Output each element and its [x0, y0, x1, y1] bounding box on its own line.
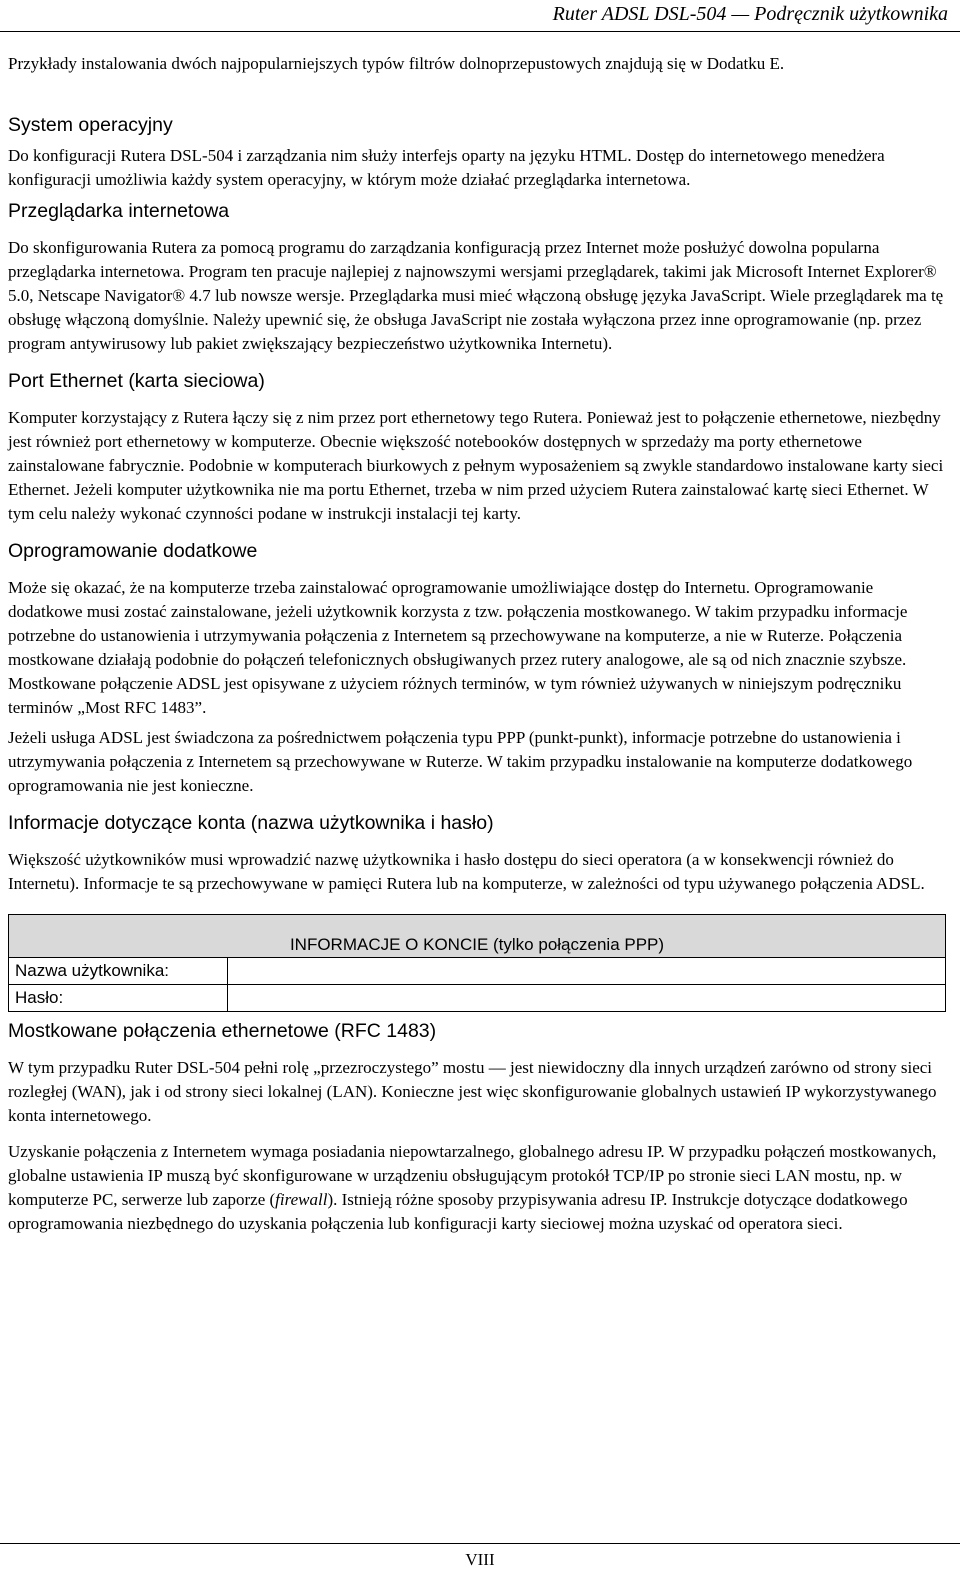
section-title-bridged: Mostkowane połączenia ethernetowe (RFC 1483) — [8, 1020, 437, 1042]
bridged-2-text-b: ). Istnieją różne sposoby przypisywania adresu IP. Instrukcje dotyczące dodatkowego oprogramowania niezbędnego do uzyskania połączenia lub konfiguracji karty sieciowej można uzyskać od operatora sieci. — [8, 1190, 908, 1233]
section-title-browser: Przeglądarka internetowa — [8, 200, 230, 222]
account-info-table — [8, 914, 946, 1012]
section-body-software-2: Jeżeli usługa ADSL jest świadczona za pośrednictwem połączenia typu PPP (punkt-punkt), informacje potrzebne do ustanowienia i utrzymywania połączenia z Internetem są przechowywane w Ruterze. W takim przypadku instalowanie na komputerze dodatkowego oprogramowania nie jest konieczne. — [8, 728, 913, 795]
section-body-account: Większość użytkowników musi wprowadzić nazwę użytkownika i hasło dostępu do sieci operatora (a w konsekwencji również do Internetu). Informacje te są przechowywane w pamięci Rutera lub na komputerze, w zależności od typu używanego połączenia ADSL. — [8, 850, 925, 893]
footer-rule — [0, 1543, 960, 1544]
section-title-software: Oprogramowanie dodatkowe — [8, 540, 258, 562]
bridged-2-text-a: Uzyskanie połączenia z Internetem wymaga posiadania niepowtarzalnego, globalnego adresu IP. W przypadku połączeń mostkowanych, globalne ustawienia IP muszą być skonfigurowane w urządzeniu obsługującym protokół TCP/IP po stronie sieci LAN mostu, np. w komputerze PC, serwerze lub zaporze ( — [8, 1142, 937, 1209]
password-label: Hasło: — [9, 985, 228, 1012]
document-body — [8, 52, 946, 1236]
section-title-account: Informacje dotyczące konta (nazwa użytkownika i hasło) — [8, 812, 494, 834]
running-header: Ruter ADSL DSL-504 — Podręcznik użytkownika — [0, 0, 960, 32]
section-body-ethernet: Komputer korzystający z Rutera łączy się z nim przez port ethernetowy tego Rutera. Ponieważ jest to połączenie ethernetowe, niezbędny jest również port ethernetowy w komputerze. Obecnie większość notebooków dostępnych w sprzedaży ma porty ethernetowe zainstalowane fabrycznie. Podobnie w komputerach biurkowych z pełnym wyposażeniem są zwykle standardowo instalowane karty sieci Ethernet. Jeżeli komputer użytkownika nie ma portu Ethernet, trzeba w nim przed użyciem Rutera zainstalować kartę sieci Ethernet. W tym celu należy wykonać czynności podane w instrukcji instalacji tej karty. — [8, 408, 944, 523]
account-table-title: INFORMACJE O KONCIE (tylko połączenia PPP) — [289, 935, 665, 954]
section-title-ethernet: Port Ethernet (karta sieciowa) — [8, 370, 265, 392]
username-value-field[interactable] — [228, 958, 946, 985]
username-label: Nazwa użytkownika: — [9, 958, 228, 985]
firewall-term: firewall — [275, 1190, 328, 1209]
section-body-bridged-2 — [8, 1140, 946, 1236]
section-body-browser: Do skonfigurowania Rutera za pomocą programu do zarządzania konfiguracją przez Internet może posłużyć dowolna popularna przeglądarka internetowa. Program ten pracuje najlepiej z najnowszymi wersjami przeglądarek, takimi jak Microsoft Internet Explorer® 5.0, Netscape Navigator® 4.7 lub nowsze wersje. Przeglądarka musi mieć włączoną obsługę języka JavaScript. Wiele przeglądarek ma tę obsługę włączoną domyślnie. Należy upewnić się, że obsługa JavaScript nie została wyłączona przez inne oprogramowanie (np. przez program antywirusowy lub pakiet zwiększający bezpieczeństwo użytkownika Internetu). — [8, 238, 944, 353]
password-value-field[interactable] — [228, 985, 946, 1012]
section-body-software-1: Może się okazać, że na komputerze trzeba zainstalować oprogramowanie umożliwiające dostęp do Internetu. Oprogramowanie dodatkowe musi zostać zainstalowane, jeżeli użytkownik korzysta z tzw. połączenia mostkowanego. W takim przypadku informacje potrzebne do ustanowienia i utrzymywania połączenia z Internetem są przechowywane na komputerze, a nie w Ruterze. Połączenia mostkowane działają podobnie do połączeń telefonicznych obsługiwanych przez rutery analogowe, ale są od nich znacznie szybsze. Mostkowane połączenie ADSL jest opisywane z użyciem różnych terminów, w tym również używanych w niniejszym podręczniku terminów „Most RFC 1483”. — [8, 578, 908, 717]
page-number: VIII — [465, 1550, 495, 1569]
intro-paragraph: Przykłady instalowania dwóch najpopularniejszych typów filtrów dolnoprzepustowych znajdują się w Dodatku E. — [8, 54, 785, 73]
section-body-bridged-1: W tym przypadku Ruter DSL-504 pełni rolę „przezroczystego” mostu — jest niewidoczny dla innych urządzeń zarówno od strony sieci rozległej (WAN), jak i od strony sieci lokalnej (LAN). Konieczne jest więc skonfigurowanie globalnych ustawień IP wykorzystywanego konta internetowego. — [8, 1058, 937, 1125]
account-table-header — [9, 915, 946, 958]
section-title-os: System operacyjny — [8, 114, 173, 136]
section-body-os: Do konfiguracji Rutera DSL-504 i zarządzania nim służy interfejs oparty na języku HTML. Dostęp do internetowego menedżera konfiguracji umożliwia każdy system operacyjny, w którym może działać przeglądarka internetowa. — [8, 146, 885, 189]
